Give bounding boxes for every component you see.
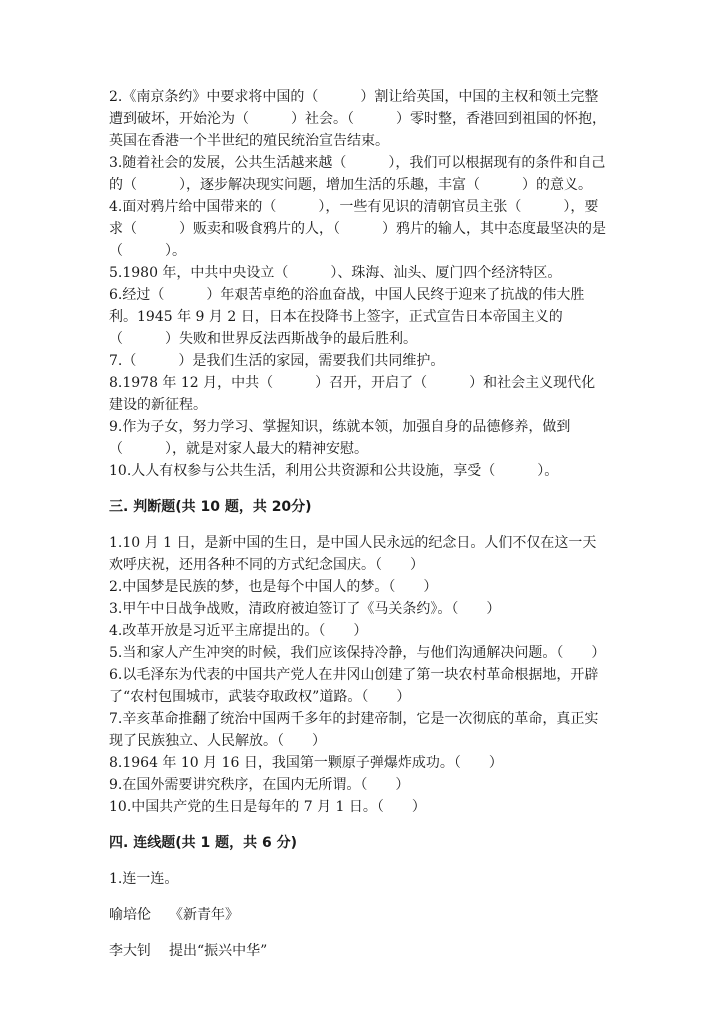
true-false-section [109, 532, 609, 818]
exam-content [109, 86, 609, 962]
fill-question-9: 9.作为子女，努力学习、掌握知识，练就本领，加强自身的品德修养，做到（ ），就是对家人最大的精神安慰。 [109, 419, 571, 457]
tf-question-7: 7.辛亥革命推翻了统治中国两千多年的封建帝制，它是一次彻底的革命，真正实现了民族独立、人民解放。（ ） [109, 711, 599, 749]
fill-in-blank-section [109, 86, 609, 482]
fill-question-7: 7.（ ）是我们生活的家园，需要我们共同维护。 [109, 353, 445, 369]
matching-right-item: 提出“振兴中华” [169, 943, 268, 959]
matching-row [109, 904, 609, 926]
tf-question-3: 3.甲午中日战争战败，清政府被迫签订了《马关条约》。（ ） [109, 601, 501, 617]
tf-question-8: 8.1964 年 10 月 16 日，我国第一颗原子弹爆炸成功。（ ） [109, 755, 503, 771]
matching-section [109, 868, 609, 962]
matching-section-title: 四. 连线题(共 1 题，共 6 分) [109, 835, 297, 851]
tf-question-10: 10.中国共产党的生日是每年的 7 月 1 日。（ ） [109, 799, 426, 815]
tf-question-6: 6.以毛泽东为代表的中国共产党人在井冈山创建了第一块农村革命根据地，开辟了“农村包围城市，武装夺取政权”道路。（ ） [109, 667, 599, 705]
true-false-section-title: 三. 判断题(共 10 题，共 20分) [109, 499, 312, 515]
fill-question-10: 10.人人有权参与公共生活，利用公共资源和公共设施，享受（ ）。 [109, 463, 559, 479]
fill-question-6: 6.经过（ ）年艰苦卓绝的浴血奋战，中国人民终于迎来了抗战的伟大胜利。1945 年 9 月 2 日，日本在投降书上签字，正式宣告日本帝国主义的（ ）失败和世界反法西斯战争的最后胜利。 [109, 287, 585, 347]
fill-question-2: 2.《南京条约》中要求将中国的（ ）割让给英国，中国的主权和领土完整遭到破坏，开始沦为（ ）社会。（ ）零时整，香港回到祖国的怀抱，英国在香港一个半世纪的殖民统治宣告结束。 [109, 89, 606, 149]
tf-question-4: 4.改革开放是习近平主席提出的。（ ） [109, 623, 368, 639]
matching-question: 1.连一连。 [109, 871, 179, 887]
tf-question-5: 5.当和家人产生冲突的时候，我们应该保持冷静，与他们沟通解决问题。（ ） [109, 645, 606, 661]
matching-left-item: 喻培伦 [109, 907, 151, 923]
fill-question-3: 3.随着社会的发展，公共生活越来越（ ），我们可以根据现有的条件和自己的（ ），逐步解决现实问题，增加生活的乐趣，丰富（ ）的意义。 [109, 155, 606, 193]
matching-left-item: 李大钊 [109, 943, 151, 959]
fill-question-8: 8.1978 年 12 月，中共（ ）召开，开启了（ ）和社会主义现代化建设的新征程。 [109, 375, 596, 413]
fill-question-4: 4.面对鸦片给中国带来的（ ），一些有见识的清朝官员主张（ ），要求（ ）贩卖和吸食鸦片的人，（ ）鸦片的输人，其中态度最坚决的是（ ）。 [109, 199, 606, 259]
matching-right-item: 《新青年》 [169, 907, 239, 923]
tf-question-2: 2.中国梦是民族的梦，也是每个中国人的梦。（ ） [109, 579, 438, 595]
matching-row [109, 940, 609, 962]
tf-question-1: 1.10 月 1 日，是新中国的生日，是中国人民永远的纪念日。人们不仅在这一天欢呼庆祝，还用各种不同的方式纪念国庆。（ ） [109, 535, 597, 573]
fill-question-5: 5.1980 年，中共中央设立（ ）、珠海、汕头、厦门四个经济特区。 [109, 265, 562, 281]
tf-question-9: 9.在国外需要讲究秩序，在国内无所谓。（ ） [109, 777, 410, 793]
